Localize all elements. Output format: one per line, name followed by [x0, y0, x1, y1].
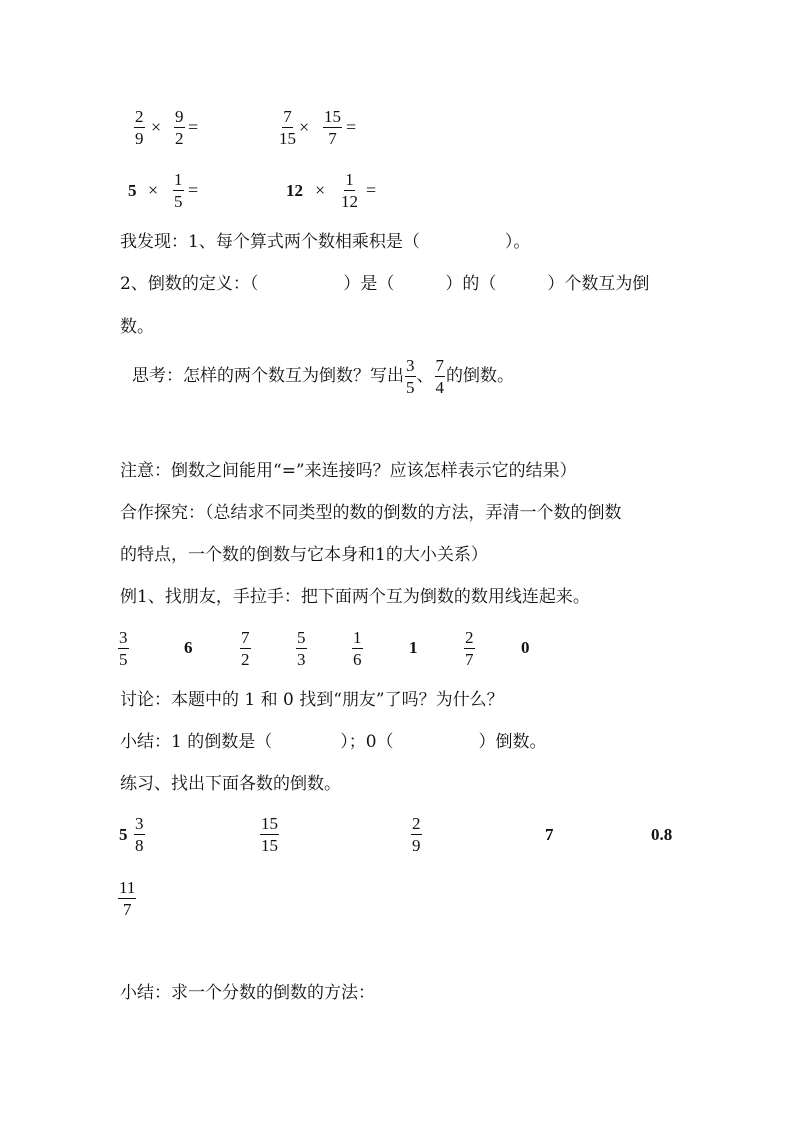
equals-sign: = — [366, 180, 377, 200]
times-sign: × — [299, 117, 310, 137]
times-sign: × — [315, 180, 326, 200]
friend-fraction-5-3: $\frac{5}{3}$ — [297, 628, 306, 669]
friend-fraction-7-2: $\frac{7}{2}$ — [241, 628, 250, 669]
discussion-line: 讨论：本题中的 1 和 0 找到“朋友”了吗？为什么？ — [120, 690, 504, 710]
friend-number-1: 1 — [409, 638, 418, 657]
fraction-7-15: $\frac{7}{15}$ — [279, 107, 296, 148]
friend-fraction-2-7: $\frac{2}{7}$ — [465, 628, 474, 669]
equals-sign: = — [346, 117, 357, 137]
practice-number-0-8: 0.8 — [651, 825, 673, 844]
cooperation-line-2: 的特点，一个数的倒数与它本身和1的大小关系） — [120, 545, 488, 565]
note-line: 注意：倒数之间能用“=”来连接吗？应该怎样表示它的结果） — [120, 461, 577, 481]
fraction-9-2: $\frac{9}{2}$ — [175, 107, 184, 148]
times-sign: × — [151, 117, 162, 137]
friend-fraction-3-5: $\frac{3}{5}$ — [119, 628, 128, 669]
fraction-15-7: $\frac{15}{7}$ — [324, 107, 341, 148]
fraction-2-9: $\frac{2}{9}$ — [135, 107, 144, 148]
fraction-7-4: $\frac{7}{4}$ — [435, 356, 444, 397]
friend-number-6: 6 — [184, 638, 193, 657]
whole-number: 5 — [128, 181, 137, 200]
definition-line-1: 2、倒数的定义：（ ）是（ ）的（ ）个数互为倒 — [120, 274, 650, 294]
fraction-1-12: $\frac{1}{12}$ — [341, 170, 358, 211]
friend-fraction-1-6: $\frac{1}{6}$ — [353, 628, 362, 669]
practice-line: 练习、找出下面各数的倒数。 — [120, 774, 341, 794]
equals-sign: = — [188, 180, 199, 200]
definition-line-2: 数。 — [120, 317, 154, 337]
mixed-number-fraction: $\frac{3}{8}$ — [135, 814, 144, 855]
think-line: 思考：怎样的两个数互为倒数？写出 $\frac{3}{5}$ 、 $\frac{7}{4}$ 的倒数。 — [132, 356, 514, 397]
times-sign: × — [148, 180, 159, 200]
practice-fraction-15-15: $\frac{15}{15}$ — [261, 814, 278, 855]
practice-fraction-2-9: $\frac{2}{9}$ — [412, 814, 421, 855]
fraction-3-5: $\frac{3}{5}$ — [406, 356, 415, 397]
summary1-line: 小结：1 的倒数是（ ）；0（ ）倒数。 — [120, 732, 547, 752]
summary2-line: 小结：求一个分数的倒数的方法： — [120, 983, 375, 1003]
mixed-number-whole: 5 — [119, 825, 128, 844]
equals-sign: = — [188, 117, 199, 137]
practice-number-7: 7 — [545, 825, 554, 844]
whole-number: 12 — [286, 181, 303, 200]
cooperation-line-1: 合作探究：（总结求不同类型的数的倒数的方法，弄清一个数的倒数 — [120, 503, 622, 523]
example1-line: 例1、找朋友，手拉手：把下面两个互为倒数的数用线连起来。 — [120, 587, 590, 607]
practice-fraction-11-7: $\frac{11}{7}$ — [119, 878, 136, 919]
discover-line: 我发现：1、每个算式两个数相乘积是（ ）。 — [120, 232, 531, 252]
friend-number-0: 0 — [521, 638, 530, 657]
fraction-1-5: $\frac{1}{5}$ — [174, 170, 183, 211]
